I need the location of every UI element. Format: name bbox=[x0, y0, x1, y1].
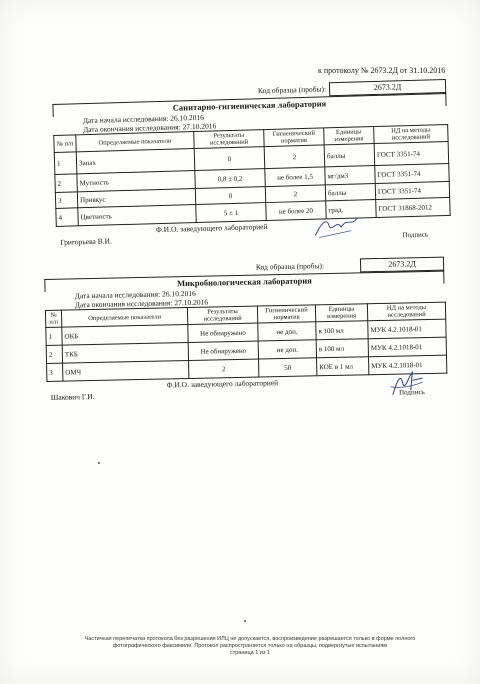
cell-unit: мг/дм3 bbox=[325, 166, 375, 185]
cell-method: ГОСТ 3351-74 bbox=[374, 141, 449, 165]
scan-speck bbox=[244, 620, 246, 622]
cell-result: 0 bbox=[194, 147, 265, 171]
col-unit: Единицы измерения bbox=[315, 304, 367, 322]
cell-name: ОМЧ bbox=[63, 360, 189, 381]
sample-code-value: 2673.2Д bbox=[329, 79, 446, 96]
sign-label: Подпись bbox=[402, 230, 429, 240]
cell-result: 5 ± 1 bbox=[196, 203, 266, 223]
col-method: НД на методы исследований bbox=[367, 302, 445, 321]
footer-line-2: фотографического факсимиле. Протокол распространяется только на образцы, подвергнутые испытаниям bbox=[112, 643, 388, 649]
sample-code-label: Код образца (пробы): bbox=[255, 261, 325, 272]
footer-line-1: Частичная перепечатка протокола без разрешения ИЛЦ не допускается, воспроизведение разрешается только в форме полного bbox=[84, 636, 416, 642]
cell-norm: 2 bbox=[264, 145, 325, 169]
cell-norm: не более 1,5 bbox=[265, 167, 325, 187]
fio-label: Ф.И.О. заведующего лабораторией bbox=[166, 378, 279, 390]
cell-norm: не доп. bbox=[258, 340, 316, 359]
end-date: Дата окончания исследования: 27.10.2016 bbox=[74, 297, 209, 310]
protocol-reference: к протоколу № 2673.2Д от 31.10.2016 bbox=[318, 66, 446, 75]
col-indicator: Определяемые показатели bbox=[76, 132, 194, 152]
fio-label: Ф.И.О. заведующего лабораторией bbox=[155, 222, 268, 235]
handwritten-signature bbox=[386, 368, 427, 399]
cell-name: Мутность bbox=[77, 171, 195, 192]
cell-method: ГОСТ 3351-74 bbox=[375, 181, 449, 199]
results-table bbox=[53, 124, 450, 227]
cell-name: Привкус bbox=[77, 189, 195, 208]
fio-name: Григорьева В.И. bbox=[60, 236, 112, 247]
cell-method: МУК 4.2.1018-01 bbox=[368, 355, 446, 375]
sample-code-label: Код образца (пробы): bbox=[257, 84, 327, 96]
cell-name: ОКБ bbox=[62, 325, 188, 346]
start-date: Дата начала исследования: 26.10.2016 bbox=[74, 288, 196, 301]
cell-num: 3 bbox=[55, 192, 77, 209]
cell-name: Цветность bbox=[78, 205, 196, 226]
cell-unit: град. bbox=[326, 200, 376, 219]
col-indicator: Определяемые показатели bbox=[61, 308, 187, 328]
sanitary-lab-section bbox=[52, 79, 450, 251]
scan-speck bbox=[98, 462, 100, 464]
cell-method: МУК 4.2.1018-01 bbox=[368, 319, 446, 339]
cell-num: 1 bbox=[46, 327, 62, 345]
cell-norm: 50 bbox=[259, 358, 317, 377]
col-num: № п/п bbox=[45, 310, 61, 327]
micro-lab-section bbox=[44, 257, 447, 406]
col-result: Результаты исследований bbox=[194, 130, 264, 149]
col-num: № п/п bbox=[54, 135, 76, 153]
cell-result: Не обнаружено bbox=[188, 323, 258, 342]
sample-code-value: 2673.2Д bbox=[360, 257, 444, 273]
footer-disclaimer bbox=[30, 636, 470, 657]
cell-method: МУК 4.2.1018-01 bbox=[368, 337, 446, 357]
col-norm: Гигиенический норматив bbox=[264, 128, 324, 147]
cell-num: 2 bbox=[55, 174, 77, 193]
handwritten-signature bbox=[311, 212, 362, 241]
col-method: НД на методы исследований bbox=[374, 124, 448, 143]
cell-unit: КОЕ в 1 мл bbox=[317, 357, 369, 376]
lab-title: Санитарно-гигиеническая лаборатория bbox=[52, 93, 446, 117]
fio-name: Шакович Г.И. bbox=[50, 391, 95, 402]
cell-num: 1 bbox=[54, 152, 77, 175]
cell-result: 2 bbox=[189, 359, 259, 378]
cell-result: 0 bbox=[195, 187, 265, 205]
cell-name: Запах bbox=[76, 149, 195, 174]
cell-result: 0,8 ± 0,2 bbox=[195, 169, 265, 189]
cell-unit: баллы bbox=[325, 184, 375, 201]
col-norm: Гигиенический норматив bbox=[257, 305, 315, 323]
cell-unit: в 100 мл bbox=[316, 321, 368, 340]
cell-method: ГОСТ 3351-74 bbox=[375, 163, 449, 183]
cell-result: Не обнаружено bbox=[188, 341, 258, 360]
cell-method: ГОСТ 31868-2012 bbox=[376, 197, 450, 217]
cell-norm: не более 20 bbox=[266, 201, 326, 221]
page-number: страница 1 из 1 bbox=[229, 650, 270, 656]
cell-norm: 2 bbox=[265, 185, 325, 203]
cell-name: ТКБ bbox=[62, 342, 188, 363]
end-date: Дата окончания исследования: 27.10.2016 bbox=[82, 121, 217, 135]
lab-title: Микробиологическая лаборатория bbox=[44, 271, 444, 292]
cell-norm: не доп. bbox=[258, 322, 316, 341]
start-date: Дата начала исследования: 26.10.2016 bbox=[82, 112, 205, 126]
cell-num: 4 bbox=[56, 208, 78, 227]
cell-unit: баллы bbox=[324, 144, 375, 167]
cell-unit: в 100 мл bbox=[316, 339, 368, 358]
cell-num: 2 bbox=[46, 345, 62, 363]
col-unit: Единицы измерения bbox=[324, 127, 374, 145]
col-result: Результаты исследований bbox=[187, 306, 257, 324]
sign-label: Подпись bbox=[398, 388, 425, 397]
cell-num: 3 bbox=[47, 363, 63, 381]
